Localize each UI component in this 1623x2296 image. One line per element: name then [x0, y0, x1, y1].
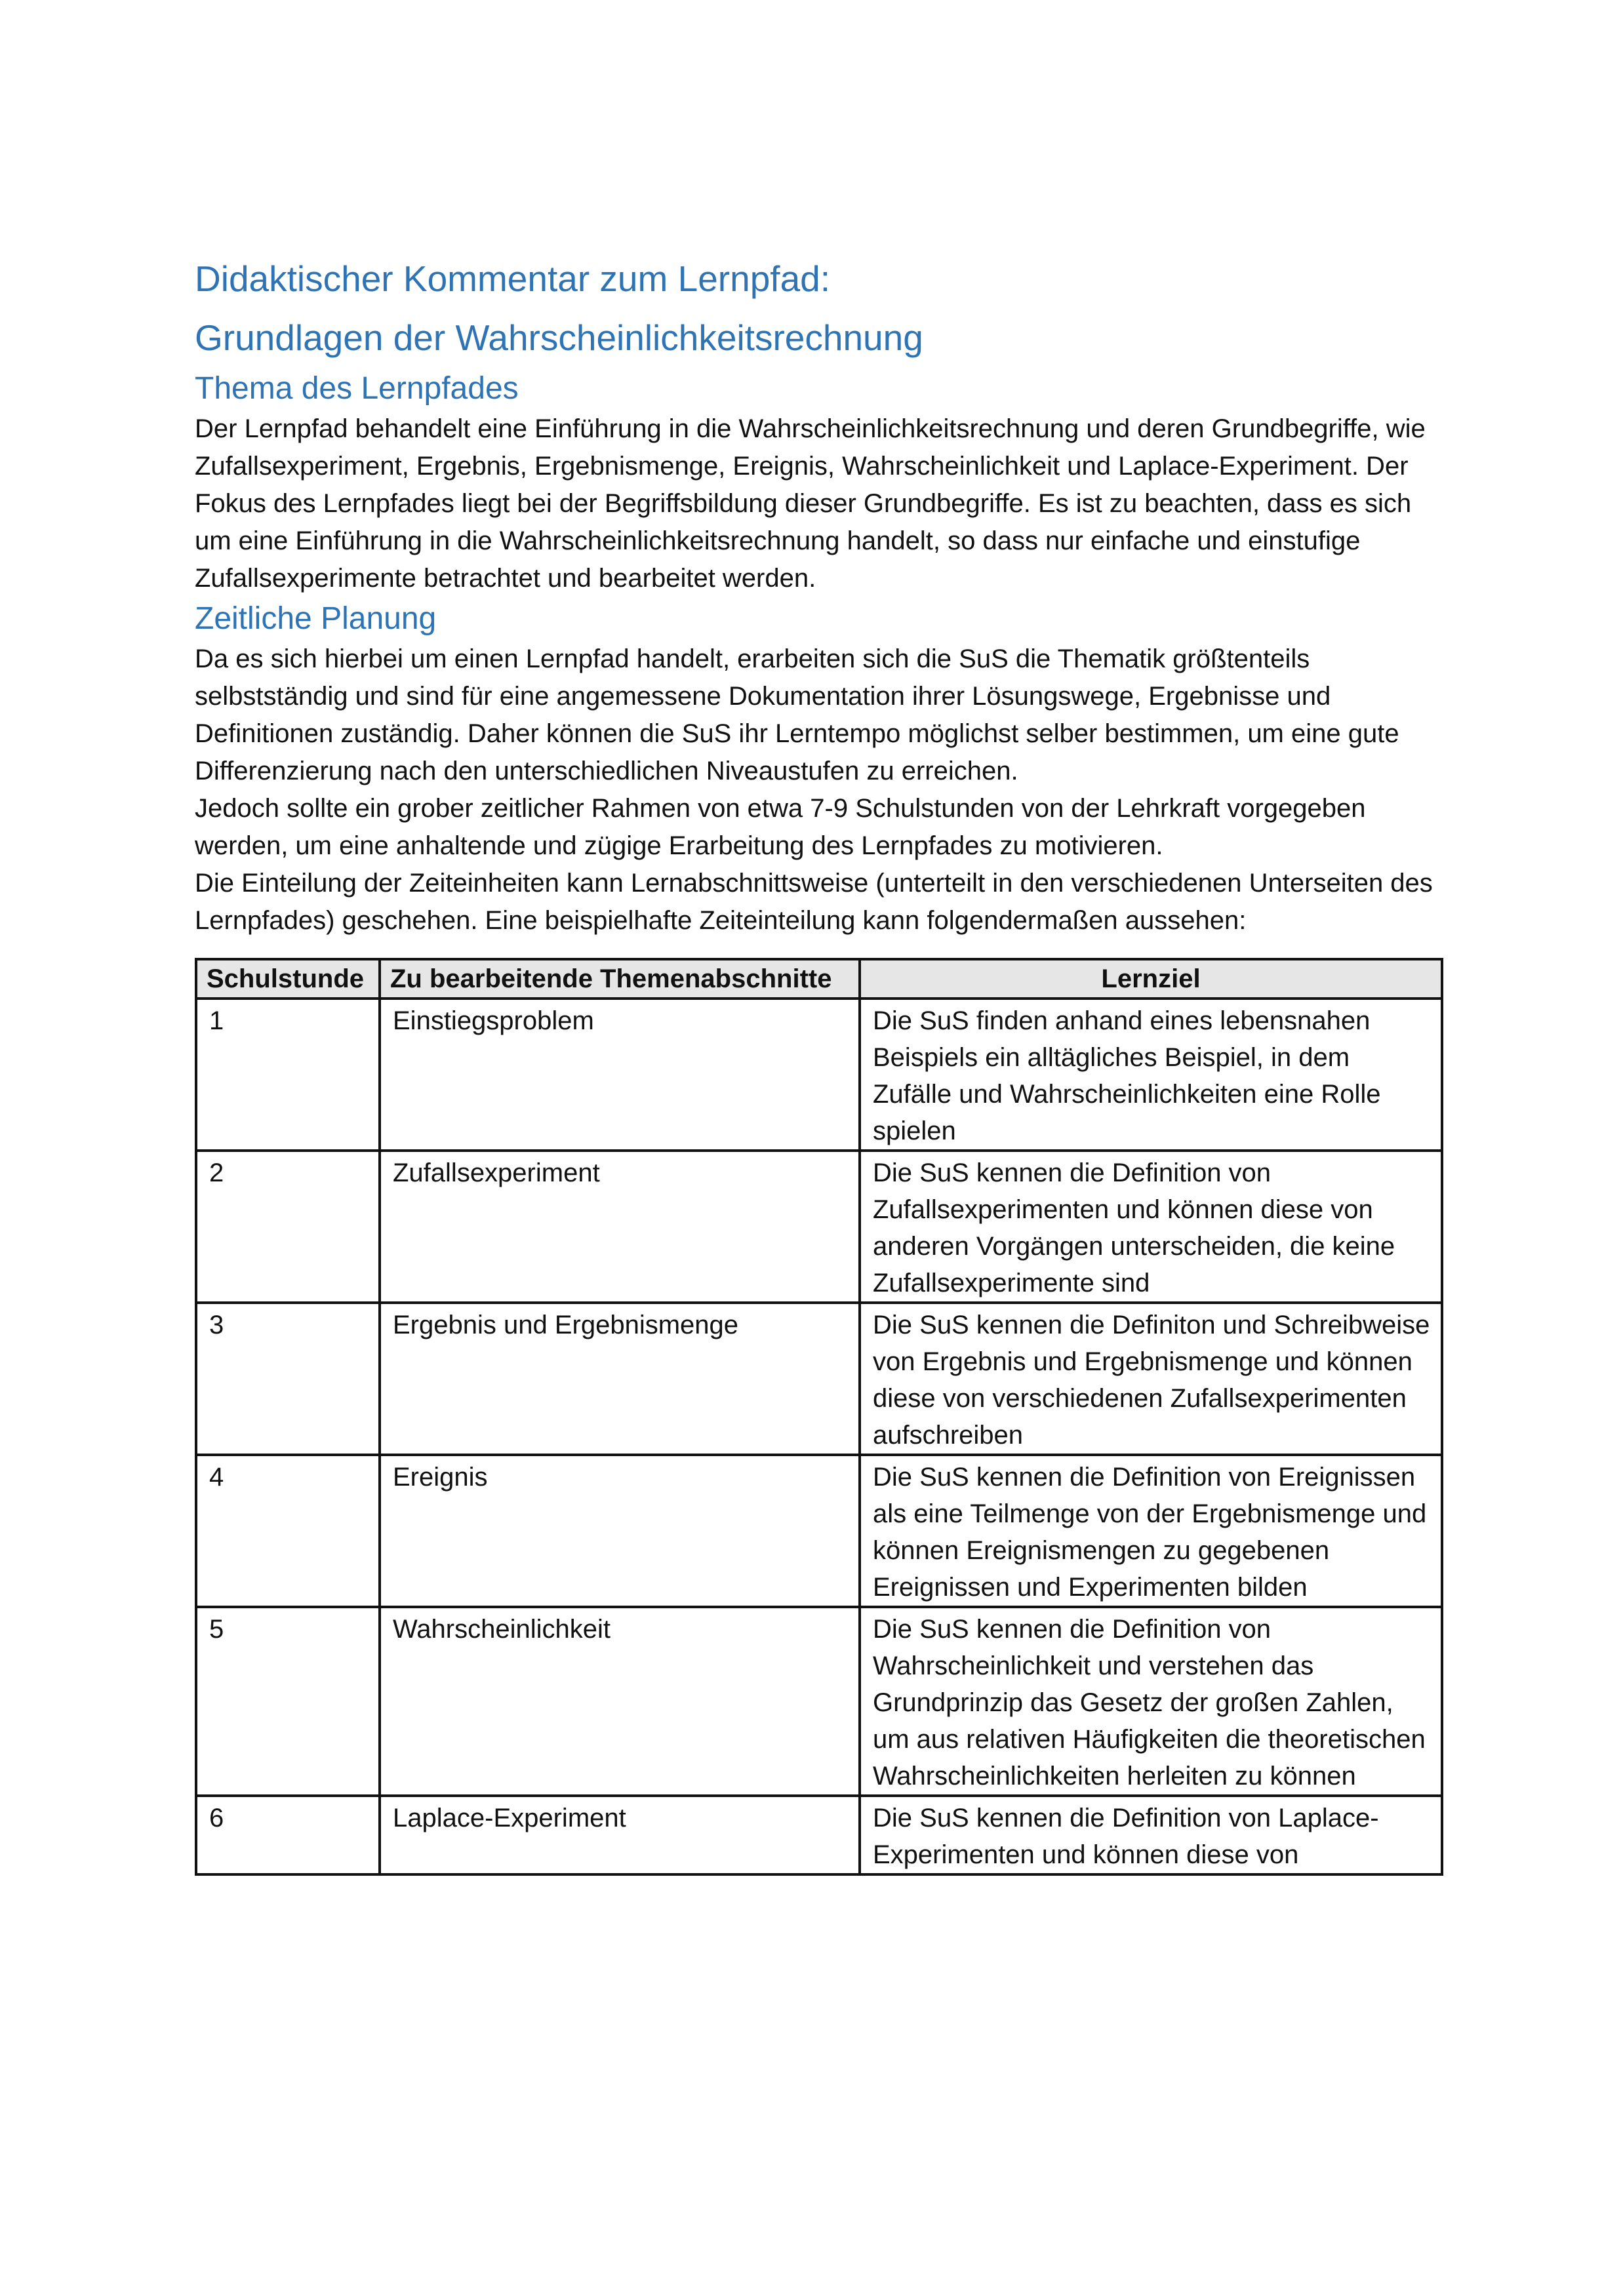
document-title-line-1: Didaktischer Kommentar zum Lernpfad:	[195, 258, 831, 299]
cell-lernziel: Die SuS kennen die Definition von Wahrscheinlichkeit und verstehen das Grundprinzip das Gesetz der großen Zahlen, um aus relativen Häufigkeiten die theoretischen Wahrscheinlichkeiten herleiten zu können	[860, 1607, 1442, 1796]
table-row	[196, 1607, 1442, 1796]
cell-lernziel: Die SuS finden anhand eines lebensnahen Beispiels ein alltägliches Beispiel, in dem Zufälle und Wahrscheinlichkeiten eine Rolle spielen	[860, 999, 1442, 1151]
cell-lernziel: Die SuS kennen die Definition von Ereignissen als eine Teilmenge von der Ergebnismenge und können Ereignismengen zu gegebenen Ereignissen und Experimenten bilden	[860, 1455, 1442, 1607]
cell-schulstunde: 1	[196, 999, 380, 1151]
section-heading-zeitliche-planung: Zeitliche Planung	[195, 601, 437, 636]
header-themenabschnitte: Zu bearbeitende Themenabschnitte	[380, 959, 860, 999]
table-header-row	[196, 959, 1442, 999]
document-title-line-2: Grundlagen der Wahrscheinlichkeitsrechnung	[195, 317, 923, 358]
cell-schulstunde: 5	[196, 1607, 380, 1796]
zeit-paragraph-3: Die Einteilung der Zeiteinheiten kann Lernabschnittsweise (unterteilt in den verschiedenen Unterseiten des Lernpfades) geschehen. Eine beispielhafte Zeiteinteilung kann folgendermaßen aussehen:	[195, 869, 1433, 935]
cell-thema: Zufallsexperiment	[380, 1151, 860, 1303]
cell-thema: Ereignis	[380, 1455, 860, 1607]
cell-lernziel: Die SuS kennen die Definition von Zufallsexperimenten und können diese von anderen Vorgängen unterscheiden, die keine Zufallsexperimente sind	[860, 1151, 1442, 1303]
cell-thema: Laplace-Experiment	[380, 1796, 860, 1874]
cell-lernziel: Die SuS kennen die Definition von Laplace-Experimenten und können diese von	[860, 1796, 1442, 1874]
table-row	[196, 1796, 1442, 1874]
zeit-paragraph-2: Jedoch sollte ein grober zeitlicher Rahmen von etwa 7-9 Schulstunden von der Lehrkraft vorgegeben werden, um eine anhaltende und zügige Erarbeitung des Lernpfades zu motivieren.	[195, 794, 1366, 860]
thema-paragraph: Der Lernpfad behandelt eine Einführung in die Wahrscheinlichkeitsrechnung und deren Grundbegriffe, wie Zufallsexperiment, Ergebnis, Ergebnismenge, Ereignis, Wahrscheinlichkeit und Laplace-Experiment. Der Fokus des Lernpfades liegt bei der Begriffsbildung dieser Grundbegriffe. Es ist zu beachten, dass es sich um eine Einführung in die Wahrscheinlichkeitsrechnung handelt, so dass nur einfache und einstufige Zufallsexperimente betrachtet und bearbeitet werden.	[195, 414, 1426, 593]
cell-schulstunde: 6	[196, 1796, 380, 1874]
cell-thema: Ergebnis und Ergebnismenge	[380, 1303, 860, 1455]
document-title	[195, 249, 1441, 367]
header-lernziel: Lernziel	[860, 959, 1442, 999]
cell-schulstunde: 3	[196, 1303, 380, 1455]
section-heading-thema: Thema des Lernpfades	[195, 371, 519, 406]
header-schulstunde: Schulstunde	[196, 959, 380, 999]
cell-schulstunde: 4	[196, 1455, 380, 1607]
zeit-paragraph-1: Da es sich hierbei um einen Lernpfad handelt, erarbeiten sich die SuS die Thematik größtenteils selbstständig und sind für eine angemessene Dokumentation ihrer Lösungswege, Ergebnisse und Definitionen zuständig. Daher können die SuS ihr Lerntempo möglichst selber bestimmen, um eine gute Differenzierung nach den unterschiedlichen Niveaustufen zu erreichen.	[195, 644, 1399, 785]
schedule-table	[195, 958, 1443, 1876]
cell-thema: Wahrscheinlichkeit	[380, 1607, 860, 1796]
cell-lernziel: Die SuS kennen die Definiton und Schreibweise von Ergebnis und Ergebnismenge und können diese von verschiedenen Zufallsexperimenten aufschreiben	[860, 1303, 1442, 1455]
table-row	[196, 1151, 1442, 1303]
spacer	[195, 940, 1441, 958]
table-row	[196, 999, 1442, 1151]
document-body	[195, 249, 1441, 1876]
table-row	[196, 1303, 1442, 1455]
cell-schulstunde: 2	[196, 1151, 380, 1303]
table-row	[196, 1455, 1442, 1607]
cell-thema: Einstiegsproblem	[380, 999, 860, 1151]
